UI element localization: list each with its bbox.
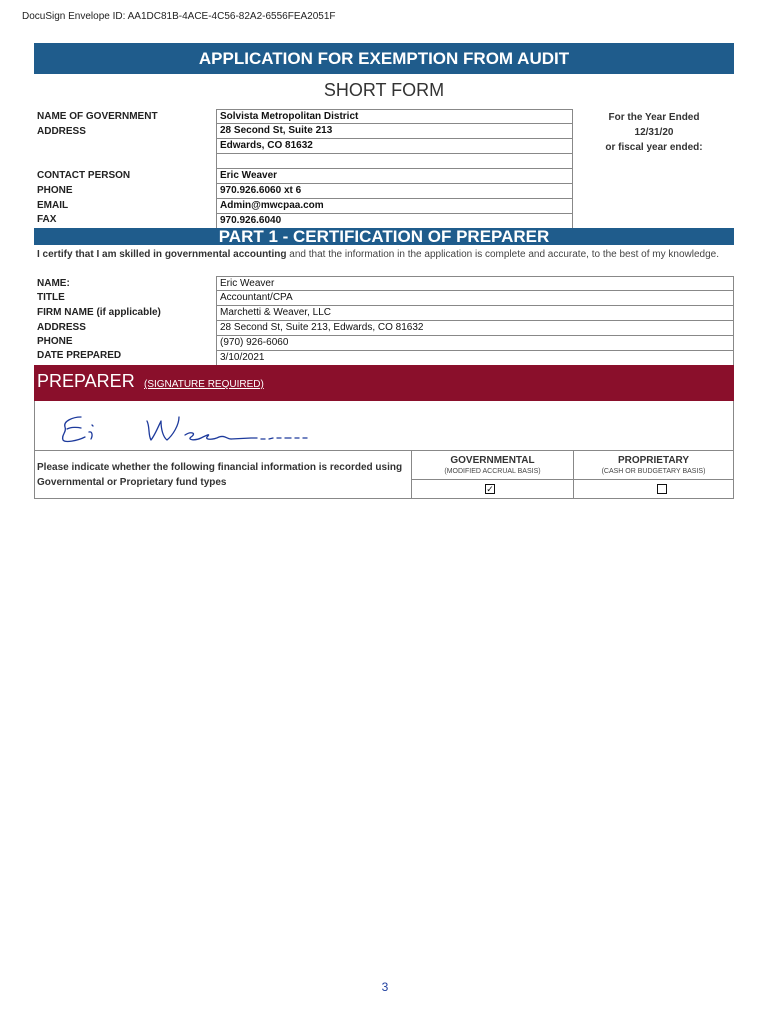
cert-rest: and that the information in the application is complete and accurate, to the best of my knowledge. — [286, 249, 719, 260]
fund-type-box — [34, 451, 734, 499]
date-prepared-label: DATE PREPARED — [37, 350, 122, 361]
phone-field[interactable]: 970.926.6060 xt 6 — [216, 184, 573, 199]
phone-label: PHONE — [37, 185, 73, 196]
preparer-name-label: NAME: — [37, 278, 70, 289]
preparer-phone-field[interactable]: (970) 926-6060 — [216, 336, 734, 351]
gov-address-line2-field[interactable]: Edwards, CO 81632 — [216, 139, 573, 154]
email-label: EMAIL — [37, 200, 69, 211]
fund-row-divider — [411, 479, 733, 480]
gov-name-label: NAME OF GOVERNMENT — [37, 111, 158, 122]
gov-address-blank-field[interactable] — [216, 154, 573, 169]
part1-title: PART 1 - CERTIFICATION OF PREPARER — [34, 228, 734, 245]
contact-field[interactable]: Eric Weaver — [216, 169, 573, 184]
page-number: 3 — [381, 980, 389, 994]
gov-address-label: ADDRESS — [37, 126, 86, 137]
year-block — [574, 110, 734, 155]
governmental-sub: (MODIFIED ACCRUAL BASIS) — [444, 468, 541, 475]
form-title: APPLICATION FOR EXEMPTION FROM AUDIT — [34, 43, 734, 74]
proprietary-sub: (CASH OR BUDGETARY BASIS) — [601, 468, 706, 475]
governmental-label: GOVERNMENTAL — [450, 455, 535, 466]
certification-text — [37, 247, 732, 262]
preparer-address-field[interactable]: 28 Second St, Suite 213, Edwards, CO 81632 — [216, 321, 734, 336]
proprietary-checkbox[interactable] — [657, 484, 667, 494]
preparer-values — [216, 276, 734, 366]
fiscal-label: or fiscal year ended: — [605, 142, 703, 153]
firm-field[interactable]: Marchetti & Weaver, LLC — [216, 306, 734, 321]
firm-label: FIRM NAME (if applicable) — [37, 307, 161, 318]
year-date[interactable]: 12/31/20 — [634, 127, 674, 138]
proprietary-label: PROPRIETARY — [617, 455, 690, 466]
signature-box[interactable] — [34, 401, 734, 451]
governmental-checkbox[interactable]: ✓ — [486, 484, 494, 494]
fund-question: Please indicate whether the following financial information is recorded using Governmental or Proprietary fund types — [37, 462, 403, 488]
cert-bold: I certify that I am skilled in governmental accounting — [37, 249, 287, 260]
envelope-id: DocuSign Envelope ID: AA1DC81B-4ACE-4C56-82A2-6556FEA2051F — [22, 11, 336, 22]
date-prepared-field[interactable]: 3/10/2021 — [216, 351, 734, 366]
gov-address-line1-field[interactable]: 28 Second St, Suite 213 — [216, 124, 573, 139]
fax-field[interactable]: 970.926.6040 — [216, 214, 573, 229]
signature-required-note: (SIGNATURE REQUIRED) — [144, 379, 264, 390]
contact-label: CONTACT PERSON — [37, 170, 131, 181]
preparer-signature — [55, 405, 335, 449]
preparer-phone-label: PHONE — [37, 336, 73, 347]
form-subtitle: SHORT FORM — [323, 80, 445, 100]
preparer-name-field[interactable]: Eric Weaver — [216, 276, 734, 291]
preparer-title-label: TITLE — [37, 292, 65, 303]
preparer-address-label: ADDRESS — [37, 322, 86, 333]
preparer-title-field[interactable]: Accountant/CPA — [216, 291, 734, 306]
preparer-bar — [34, 365, 734, 401]
year-label: For the Year Ended — [608, 112, 700, 123]
gov-name-field[interactable]: Solvista Metropolitan District — [216, 109, 573, 124]
email-field[interactable]: Admin@mwcpaa.com — [216, 199, 573, 214]
preparer-heading: PREPARER — [37, 371, 135, 391]
gov-values — [216, 109, 573, 229]
fax-label: FAX — [37, 214, 57, 225]
